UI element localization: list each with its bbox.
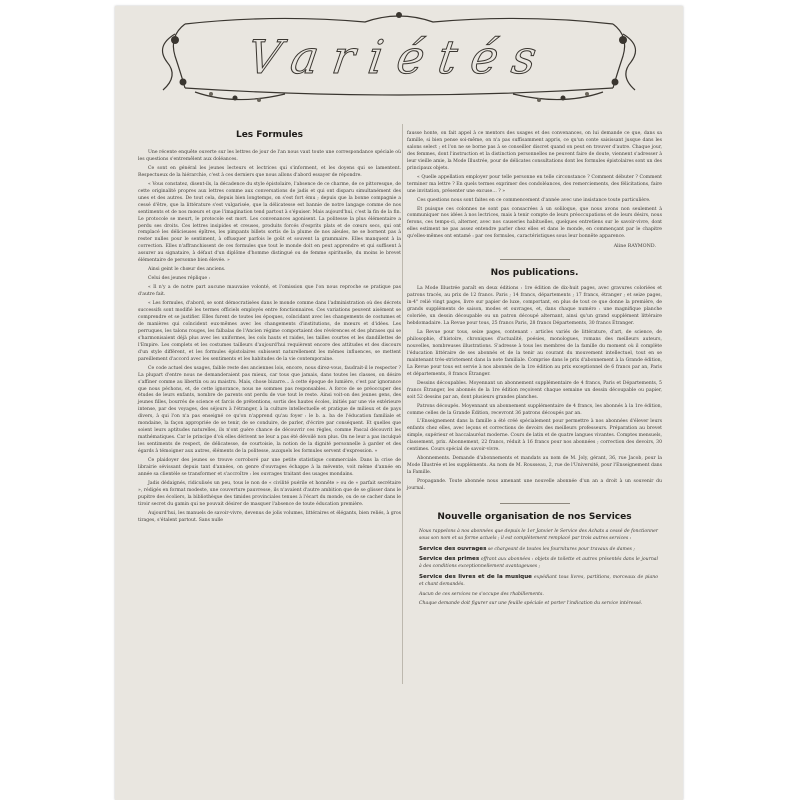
column-divider [402,124,403,684]
article-paragraph: Ce code actuel des usages, faible reste des anciennes lois, encore, nous direz-vous, faudrait-il le respecter ? La plupart d'entre nous ne demanderaient pas mieux, car tous que jamais, dans toutes les classes, on désire s'affiner comme au libertin ou au maistru. Mais, chose bizarre… à cette époque de lumière, c'est par ignorance que nous péchons, et, de cette ignorance, nous ne sommes pas responsables. A force de se préoccuper des études de leurs enfants, nombre de parents ont perdu de vue tout le reste. Ainsi voit-on des jeunes gens, des jeunes filles, bourrés de science et farcis de prétentions, sortis des hautes écoles, initiés par une vie extérieure intense, par des voyages, des séjours à l'étranger, à la culture intellectuelle et pratique de milieux et de pays divers, à qui l'on n'a pas enseigné ce qu'on n'apprend qu'au foyer : le b. a. ba de l'éducation familiale et mondaine, la façon appropriée de se tenir, de se conduire, de parler, d'écrire par conséquent. Et quelles que soient leurs aptitudes naturelles, ils n'ont guère chance de découvrir ces règles, comme Pascal découvrit les mathématiques. Car le principe d'où elles dérivent ne leur a pas été dévoilé non plus. On ne leur a pas inculqué les sentiments de respect, de délicatesse, de courtoisie, la notion de la dignité personnelle à garder et des égards à témoigner aux autres, éléments de la politesse, auxquels les formules servent d'expression. » [138,365,401,455]
service-description: offrant aux abonnées : objets de toilette et autres présentés dans le journal à des conditions exceptionnellement avantageuses ; [419,557,658,570]
article-heading: Les Formules [235,130,304,140]
service-description: expédiant tous livres, partitions, morceaux de piano et chant demandés. [419,574,658,587]
article-paragraph: Ce plaidoyer des jeunes se trouve corroboré par une petite statistique commerciale. Dans la crise de librairie sévissant depuis tant d'années, on genre d'ouvrages échappe à la mévente, voit même d'année en année sa clientèle se transformer et s'accroître : les ouvrages traitant des usages mondains. [138,458,401,477]
article-paragraph: « Vous constatez, disent-ils, la décadence du style épistolaire, l'absence de ce charme, de ce pittoresque, de cette originalité propres aux lettres comme aux conversations de jadis et qui ont disparu simultanément des unes et des autres. De tout cela, depuis bien longtemps, on s'est fort ému ; depuis que la bonne compagnie a cessé d'être, que la littérature s'est vulgarisée, que la délicatesse est bannie de notre langage comme de nos sentiments et de nos mœurs et que l'imagination tend partout à s'épuiser. Mais aujourd'hui, c'est la fin de la fin. Le protocole se meurt, le protocole est mort. Les convenances agonisent. La politesse la plus élémentaire a perdu ses droits. Ces lettres insipides et creuses, produits forcés d'esprits plats et de cœurs secs, qui ont remplacé les délicieuses épîtres, les pimpants billets sortis de la plume de nos aïeules, ne se bornent pas à rester nulles pour le sentiment, à offusquer parfois le goût et souvent la grammaire. Elles manquent à la correction. Elles n'affranchissent de ces formules que tout le monde doit en peut apprendre et qui suffisent à assurer au signataire, à défaut d'un diplôme d'homme distingué ou de femme spirituelle, du moins le brevet élémentaire de personne bien élevée. » [138,181,401,264]
article-paragraph: Ce sont en général les jeunes lecteurs et lectrices qui s'informent, et les doyens qui se lamentent. Respectueux de la hiérarchie, c'est à ces derniers que nous allons d'abord essayer de répondre. [138,165,401,178]
newspaper-page [115,6,683,800]
services-note: Aucun de ces services ne s'occupe des rhabillements. [419,591,544,597]
left-column [138,114,401,527]
author-signature: Aline RAYMOND. [613,244,656,250]
services-heading: Nouvelle organisation de nos Services [437,511,632,522]
service-item [419,556,658,571]
service-name: Service des primes [419,556,480,563]
publications-paragraph: La Revue pour tous, seize pages, contenant : articles variés de littérature, d'art, de science, de philosophie, d'histoire, chroniques d'actualité, poésies, monologues, romans des meilleurs auteurs, nouvelles, nombreuses illustrations. S'adresse à tous les membres de la famille du moment où il complète l'éducation littéraire de ses abonnés et de la tenir au courant du mouvement intellectuel, tout en se maintenant très-strictement dans la note familiale. Comprise dans le prix d'abonnement à la Grande édition, La Revue pour tous est servie à nos abonnés de la 1re édition au prix exceptionnel de 6 francs par an, Paris et départements, 8 francs Étranger. [407,330,662,377]
service-item [419,546,658,554]
article-paragraph: Aujourd'hui, les manuels de savoir-vivre, devenus de jolis volumes, littéraires et élégants, bien reliés, à gros tirages, s'étalent partout. Sans nulle [138,510,401,523]
article-continued-paragraph: Ces questions nous sont faites en ce commencement d'année avec une insistance toute particulière. [417,197,651,203]
right-column [407,114,662,611]
article-paragraph: « Les formules, d'abord, se sont démocratisées dans le monde comme dans l'administration où des décrets successifs sont modifié les termes officiels employés entre fonctionnaires. Ces variations peuvent aisément se comprendre et se justifier. Elles furent de toutes les époques, coïncidant avec les changements de costumes et de manières qui coïncident eux-mêmes avec les changements d'institutions, de mœurs et d'idées. Les perruques, les talons rouges, les falbalas de l'Ancien régime comportaient des révérences et des phrases qui se s'harmonisaient déjà plus avec les uniformes, les cols hauts et raides, les tailles courtes et les dandillettes de l'Empire. Les complets et les costumes tailleurs d'aujourd'hui requièrent encore des attitudes et des discours d'un style différent, et les formules épistolaires subissent naturellement les mêmes influences, se mettent pareillement d'accord avec les sentiments et les habitudes de la vie contemporaine. [138,301,401,362]
section-rule [500,259,570,260]
article-paragraph: Celui des jeunes réplique : [148,276,211,282]
publications-paragraph: L'Enseignement dans la famille a été créé spécialement pour permettre à nos abonnées d'élever leurs enfants chez elles, avec leçons et corrections de devoirs des meilleurs professeurs. Préparation au brevet simple, supérieur et baccalauréat moderne. Cours de latin et de quatre langues vivantes. Comptes mensuels, classement, prix. Abonnement, 22 francs, réduit à 16 francs pour nos abonnées ; correction des devoirs, 30 centimes. Cours spécial de savoir-vivre. [407,419,662,453]
service-name: Service des livres et de la musique [419,573,532,580]
article-continued-paragraph: fausse honte, on fait appel à ce mentors des usages et des convenances, on lui demande ce que, dans sa famille, si bien pense soi-même, on n'a pas suffisamment appris, ce qu'un conte saisissant jusque dans les salons select ; et l'on ne se borne pas à se conseiller discret quand on peut en trouver d'autre. Chaque jour, des femmes, dont l'instruction et la distinction personnelles ne peuvent faire de doute, viennent s'adresser à leur vieille amie, la Mode Illustrée, pour de délicates consultations dont les formules épistolaires sont un des principaux objets. [407,131,662,171]
service-item [419,574,658,589]
publications-paragraph: Abonnements. Demande d'abonnements et mandats au nom de M. Joly, gérant, 36, rue Jacob, pour la Mode Illustrée et les suppléments. Au nom de M. Rousseau, 2, rue de l'Université, pour l'Enseignement dans la Famille. [407,456,662,476]
article-paragraph: Ainsi geint le chœur des anciens. [148,267,226,273]
article-paragraph: Jadis dédaignés, ridiculisés un peu, tous le non de « civilité puérile et honnête » ou de « parfait secrétaire », rédigés en format modeste, une couverture pauvresse, ils n'avaient d'autre ambition que de se glisser dans le pupitre des écoliers, la bibliothèque des timides provinciales tenues à l'écart du monde, ou de se cacher dans le tiroir secret du gamin qui ne pouvait désirer de masquer l'absence de toute éducation première. [138,480,401,507]
publications-paragraph: Dessins découpables. Moyennant un abonnement supplémentaire de 4 francs, Paris et Départements, 5 francs Étranger, les abonnés de la 1re édition reçoivent chaque semaine un dessin découpable ou papier, soit 52 dessins par an, dont plusieurs grandes planches. [407,380,662,400]
publications-paragraph: La Mode Illustrée paraît en deux éditions : 1re édition de dix-huit pages, avec gravures coloriées et patrons tracés, au prix de 12 francs. Paris ; 14 francs, départements ; 17 francs, étranger ; et seize pages, in-4° relié vingt pages, livre sur papier de luxe, comportant, en plus de tout ce que donne la première, de grands suppléments de saison, modes et ouvrages, et, dans chaque numéro : une magnifique planche coloriée, un dessin découpable ou un patron découpé alternant, ainsi qu'un grand supplément littéraire hebdomadaire. La Revue pour tous, 25 francs Paris, 28 francs Départements, 30 francs Étranger. [407,286,662,327]
services-intro: Nous rappelons à nos abonnées que depuis le 1er Janvier le Service des Achats a cessé de fonctionner sous son nom et sa forme actuels ; il est complètement remplacé par trois autres services : [419,528,658,541]
article-continued-paragraph: « Quelle appellation employer pour telle personne en telle circonstance ? Comment débuter ? Comment terminer ma lettre ? En quels termes exprimer des condoléances, des remerciements, des félicitations, faire une invitation, présenter une excuse… ? » [407,174,662,194]
publications-paragraph: Propagande. Toute abonnée nous amenant une nouvelle abonnée d'un an a droit à un souvenir du journal. [407,479,662,492]
masthead-banner [115,6,683,116]
article-paragraph: « Il n'y a de notre part aucune mauvaise volonté, et l'omission que l'on nous reproche se pratique pas d'autre fait. [138,285,401,298]
publications-heading: Nos publications. [490,268,579,279]
service-description: se chargeant de toutes les fournitures pour travaux de dames ; [487,546,635,552]
services-note: Chaque demande doit figurer sur une feuille spéciale et porter l'indication du service intéressé. [419,601,643,607]
masthead-title: Variétés [244,30,554,84]
article-continued-paragraph: Et puisque ces colonnes ne sont pas consacrées à un soliloque, que nous avons non seulement à communiquer nos idées à nos lectrices, mais à tenir compte de leurs préoccupations et de leurs désirs, nous ferons, ces temps-ci, alterner, avec nos causeries habituelles, quelques entretiens sur le savoir-vivre, dont elles estiment ne pas assez entendre parler chez elles et dans le monde, en commençant par le chapitre qu'elles-mêmes ont entamé : par ces formules, caractéristiques sous leur bonnête apparence. [407,206,662,240]
services-list [407,529,662,608]
article-paragraph: Une récente enquête ouverte sur les lettres de jour de l'an nous vaut toute une correspondance spéciale où les questions s'entremêlent aux doléances. [138,150,401,162]
publications-paragraph: Patrons découpés. Moyennant un abonnement supplémentaire de 4 francs, les abonnés à la 1re édition, comme celles de la Grande Édition, recevront 36 patrons découpés par an. [407,403,662,416]
section-rule [500,503,570,504]
service-name: Service des ouvrages [419,545,487,552]
